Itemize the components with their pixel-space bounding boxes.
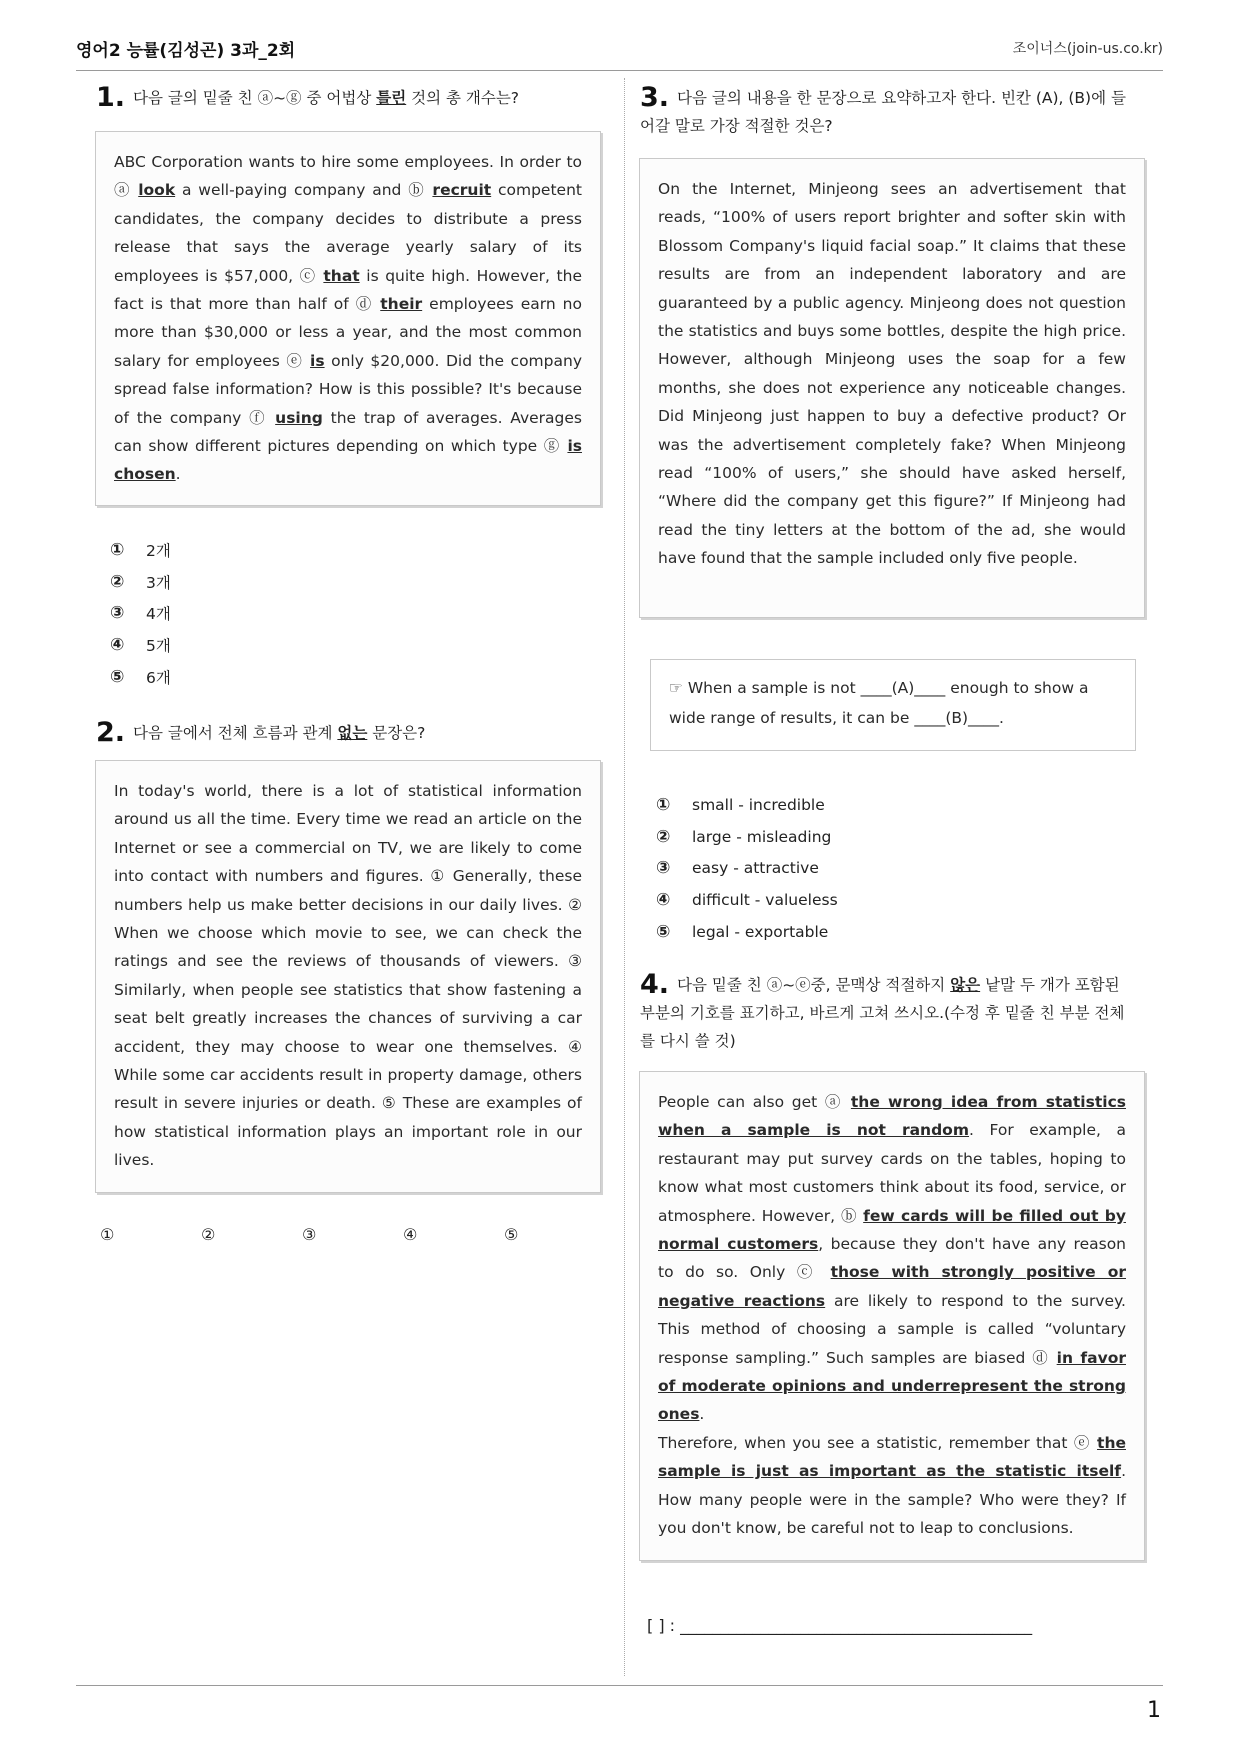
q2-option[interactable]: ③ <box>302 1225 317 1244</box>
q4-prompt: 다음 밑줄 친 ⓐ~ⓔ중, 문맥상 적절하지 않은 낱말 두 개가 포함된 부분의 기호를 표기하고, 바르게 고쳐 쓰시오.(수정 후 밑줄 친 부분 전체를 다시 쓸 것) <box>640 976 1125 1050</box>
q1-option[interactable]: ⑤ 6개 <box>110 667 171 688</box>
q1-passage: ABC Corporation wants to hire some employees. In order to ⓐ look a well-paying company and ⓑ recruit competent candidates, the company decides to distribute a press release that says the average yearly salary of its employees is $57,000, ⓒ that is quite high. However, the fact is that more than half of ⓓ their employees earn no more than $30,000 or less a year, and the most common salary for employees ⓔ is only $20,000. Did the company spread false information? How is this possible? It's because of the company ⓕ using the trap of averages. Averages can show different pictures depending on which type ⓖ is chosen. <box>95 131 601 506</box>
q3-options <box>656 789 838 948</box>
q3-heading <box>640 84 1130 140</box>
q3-option[interactable]: ④ difficult - valueless <box>656 890 838 911</box>
q2-option[interactable]: ① <box>100 1225 115 1244</box>
q3-summary-box: ☞ When a sample is not ____(A)____ enough to show a wide range of results, it can be ____(B)____. <box>650 659 1136 751</box>
q1-number: 1. <box>96 82 126 113</box>
q4-answer-field[interactable]: [ ] : ____________________________________________ <box>647 1616 1033 1635</box>
q3-option[interactable]: ③ easy - attractive <box>656 858 819 879</box>
q2-prompt: 다음 글에서 전체 흐름과 관계 없는 문장은? <box>133 724 426 742</box>
q2-option[interactable]: ② <box>201 1225 216 1244</box>
q2-number: 2. <box>96 717 126 748</box>
page-number: 1 <box>1147 1698 1161 1723</box>
q3-option[interactable]: ⑤ legal - exportable <box>656 922 829 943</box>
q1-options <box>110 534 171 693</box>
q2-passage: In today's world, there is a lot of statistical information around us all the time. Every time we read an article on the Internet or see a commercial on TV, we are likely to come into contact with numbers and figures. ① Generally, these numbers help us make better decisions in our daily lives. ② When we choose which movie to see, we can check the ratings and see the reviews of thousands of viewers. ③ Similarly, when people see statistics that show fastening a seat belt greatly increases the chances of surviving a car accident, they may choose to wear one themselves. ④ While some car accidents result in property damage, others result in severe injuries or death. ⑤ These are examples of how statistical information plays an important role in our lives. <box>95 760 601 1193</box>
q1-option[interactable]: ③ 4개 <box>110 603 171 624</box>
q3-number: 3. <box>640 82 670 113</box>
header-divider <box>76 70 1163 71</box>
q4-heading <box>640 971 1132 1055</box>
q2-heading <box>96 719 606 747</box>
footer-divider <box>76 1685 1163 1686</box>
q1-option[interactable]: ① 2개 <box>110 539 171 560</box>
q4-number: 4. <box>640 969 670 1000</box>
q2-option[interactable]: ④ <box>403 1225 418 1244</box>
q1-option[interactable]: ② 3개 <box>110 571 171 592</box>
column-divider <box>624 78 625 1676</box>
q1-prompt: 다음 글의 밑줄 친 ⓐ~ⓖ 중 어법상 틀린 것의 총 개수는? <box>133 89 520 107</box>
q1-option[interactable]: ④ 5개 <box>110 635 171 656</box>
q1-heading <box>96 84 606 112</box>
worksheet-title: 영어2 능률(김성곤) 3과_2회 <box>76 41 296 61</box>
q3-option[interactable]: ② large - misleading <box>656 826 832 847</box>
q3-option[interactable]: ① small - incredible <box>656 794 825 815</box>
q4-passage: People can also get ⓐ the wrong idea from statistics when a sample is not random. For example, a restaurant may put survey cards on the tables, hoping to know what most customers think about its food, service, or atmosphere. However, ⓑ few cards will be filled out by normal customers, because they don't have any reason to do so. Only ⓒ those with strongly positive or negative reactions are likely to respond to the survey. This method of choosing a sample is called “voluntary response sampling.” Such samples are biased ⓓ in favor of moderate opinions and underrepresent the strong ones. Therefore, when you see a statistic, remember that ⓔ the sample is just as important as the statistic itself. How many people were in the sample? Who were they? If you don't know, be careful not to leap to conclusions. <box>639 1071 1145 1561</box>
q2-option[interactable]: ⑤ <box>504 1225 519 1244</box>
q2-options <box>100 1225 605 1244</box>
q3-prompt: 다음 글의 내용을 한 문장으로 요약하고자 한다. 빈칸 (A), (B)에 들어갈 말로 가장 적절한 것은? <box>640 89 1126 135</box>
q3-passage: On the Internet, Minjeong sees an advertisement that reads, “100% of users report brighter and softer skin with Blossom Company's liquid facial soap.” It claims that these results are from an independent laboratory and are guaranteed by a public agency. Minjeong does not question the statistics and buys some bottles, despite the high price. However, although Minjeong uses the soap for a few months, she does not experience any noticeable changes. Did Minjeong just happen to buy a defective product? Or was the advertisement completely fake? When Minjeong read “100% of users,” she should have asked herself, “Where did the company get this figure?” If Minjeong had read the tiny letters at the bottom of the ad, she would have found that the sample included only five people. <box>639 158 1145 618</box>
site-credit: 조이너스(join-us.co.kr) <box>1012 41 1163 57</box>
